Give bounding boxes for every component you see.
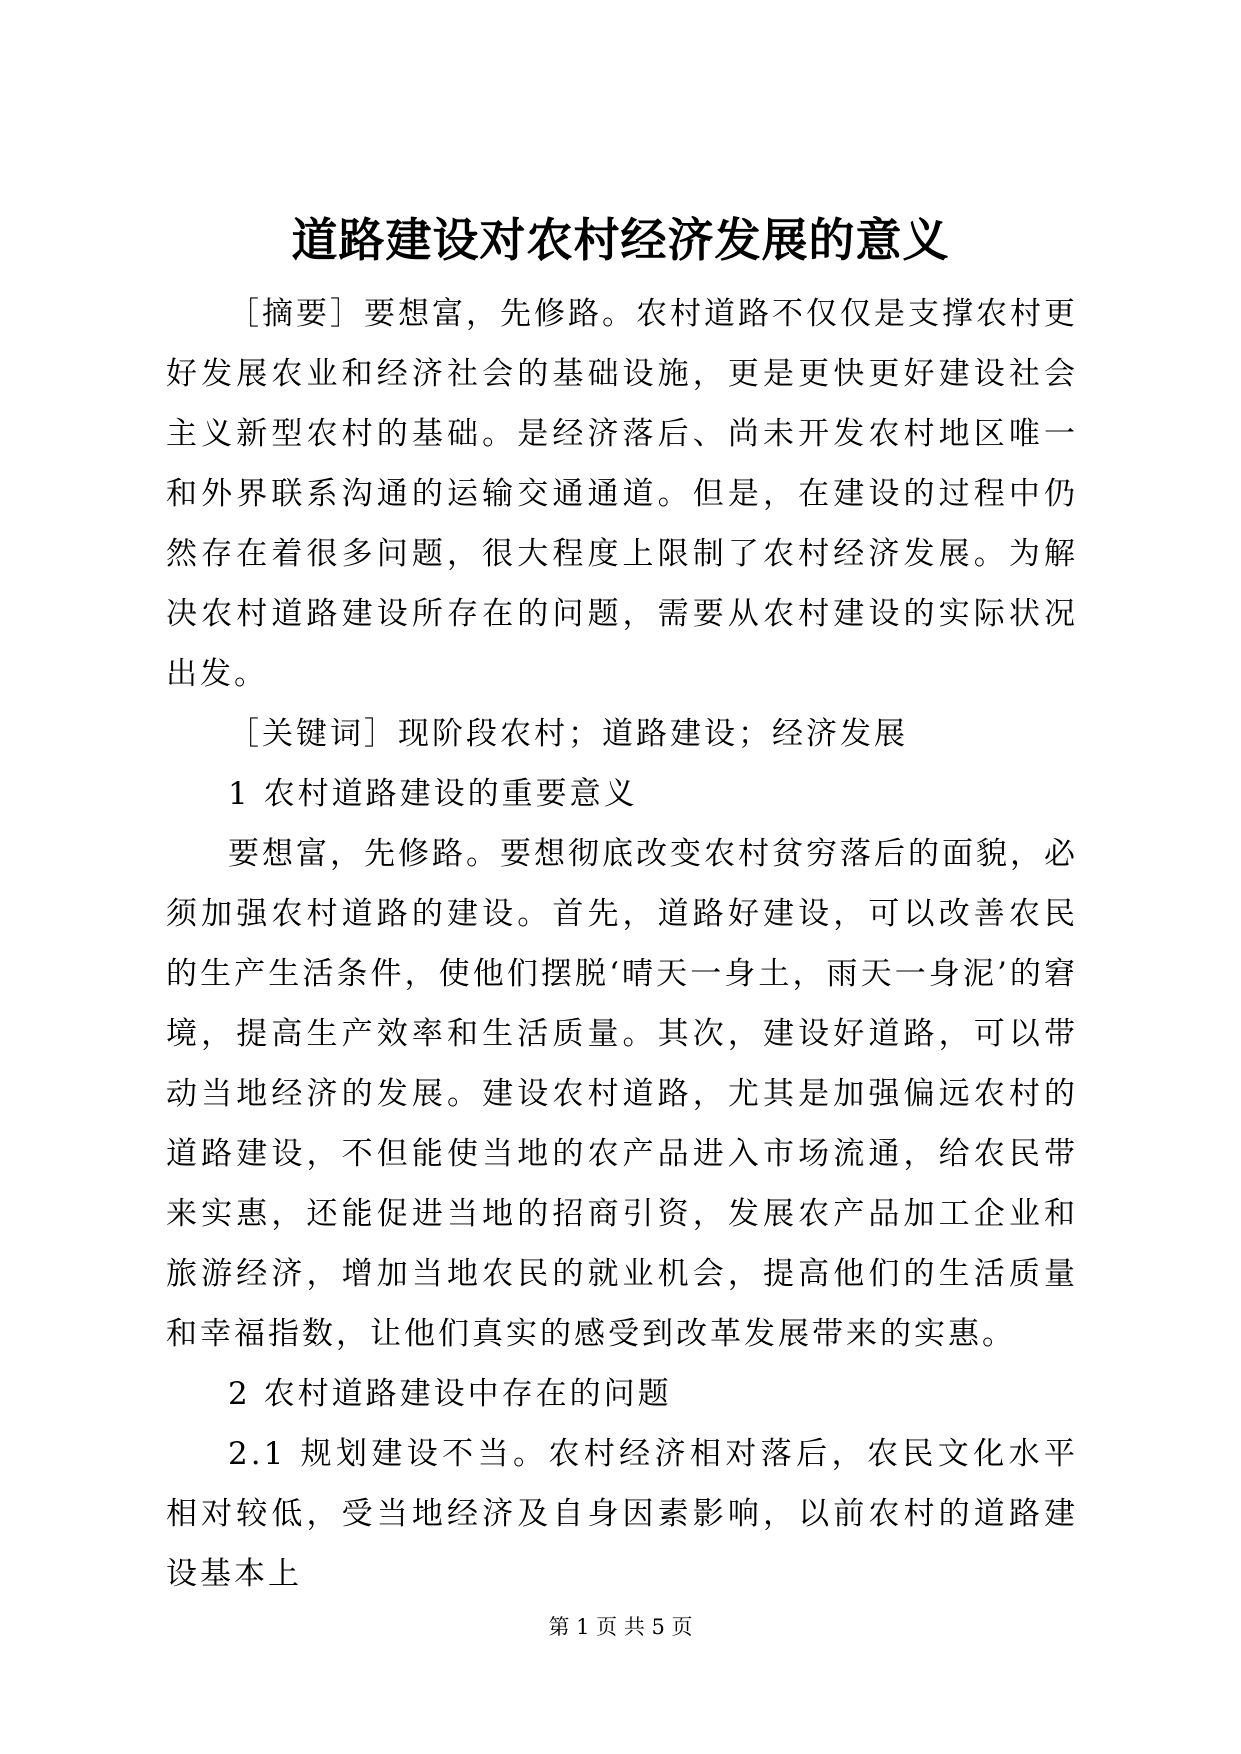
abstract-paragraph: ［摘要］要想富，先修路。农村道路不仅仅是支撑农村更好发展农业和经济社会的基础设施，更是更快更好建设社会主义新型农村的基础。是经济落后、尚未开发农村地区唯一和外界联系沟通的运输交通通道。但是，在建设的过程中仍然存在着很多问题，很大程度上限制了农村经济发展。为解决农村道路建设所存在的问题，需要从农村建设的实际状况出发。 bbox=[166, 296, 1078, 692]
page-footer: 第 1 页 共 5 页 bbox=[548, 1615, 693, 1639]
section-heading-2: 2 农村道路建设中存在的问题 bbox=[228, 1376, 672, 1412]
keywords-paragraph: ［关键词］现阶段农村；道路建设；经济发展 bbox=[228, 716, 908, 752]
document-title: 道路建设对农村经济发展的意义 bbox=[291, 213, 950, 267]
section-1-paragraph: 要想富，先修路。要想彻底改变农村贫穷落后的面貌，必须加强农村道路的建设。首先，道路好建设，可以改善农民的生产生活条件，使他们摆脱‘晴天一身土，雨天一身泥’的窘境，提高生产效率和生活质量。其次，建设好道路，可以带动当地经济的发展。建设农村道路，尤其是加强偏远农村的道路建设，不但能使当地的农产品进入市场流通，给农民带来实惠，还能促进当地的招商引资，发展农产品加工企业和旅游经济，增加当地农民的就业机会，提高他们的生活质量和幸福指数，让他们真实的感受到改革发展带来的实惠。 bbox=[166, 836, 1078, 1352]
section-heading-1: 1 农村道路建设的重要意义 bbox=[228, 776, 638, 812]
subsection-2-1-paragraph: 2.1 规划建设不当。农村经济相对落后，农民文化水平相对较低，受当地经济及自身因素影响，以前农村的道路建设基本上 bbox=[166, 1436, 1078, 1592]
document-body bbox=[166, 284, 1078, 1604]
